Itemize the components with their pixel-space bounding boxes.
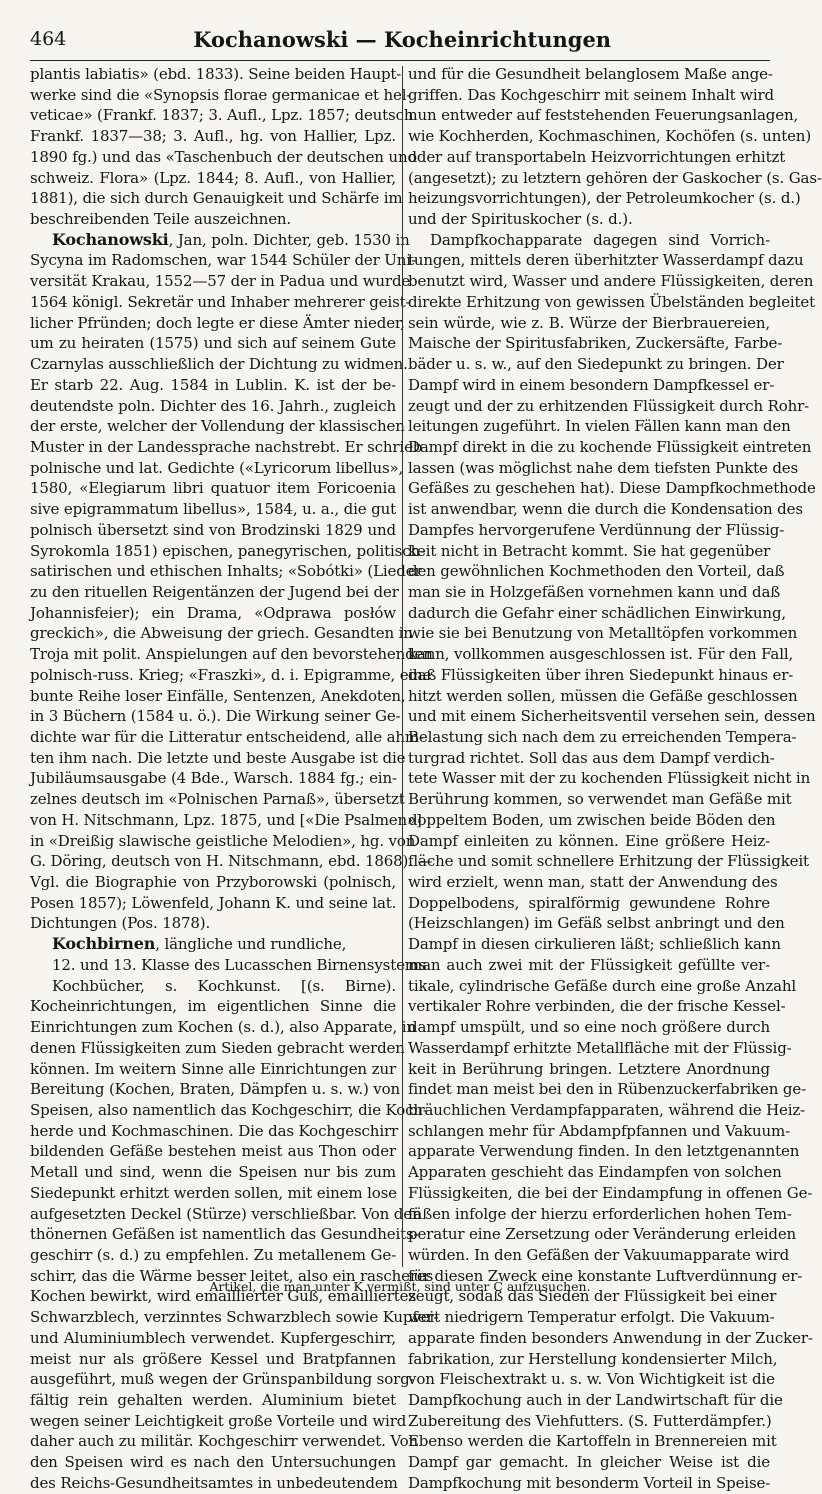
- text-line: Wasserdampf erhitzte Metallfläche mit der Flüssig-: [408, 1038, 792, 1057]
- entry-headword: Kochanowski: [52, 229, 169, 249]
- header-rule: [30, 60, 770, 61]
- text-line: wegen seiner Leichtigkeit große Vorteile und wird: [30, 1411, 407, 1430]
- text-line: sive epigrammatum libellus», 1584, u. a., die gut: [30, 500, 396, 519]
- text-line: dichte war für die Litteratur entscheidend, alle ahm-: [30, 728, 424, 746]
- text-line: dadurch die Gefahr einer schädlichen Einwirkung,: [408, 603, 787, 622]
- text-line: ist anwendbar, wenn die durch die Kondensation des: [408, 500, 803, 519]
- text-line: heizungsvorrichtungen), der Petroleumkocher (s. d.): [408, 189, 801, 208]
- text-line: Jubiläumsausgabe (4 Bde., Warsch. 1884 fg.; ein-: [30, 769, 397, 788]
- text-line: wird erzielt, wenn man, statt der Anwendung des: [408, 873, 778, 892]
- text-line: fäßen infolge der hierzu erforderlichen hohen Tem-: [408, 1204, 792, 1223]
- text-line: meist nur als größere Kessel und Bratpfannen: [30, 1349, 396, 1368]
- text-line: würden. In den Gefäßen der Vakuumapparate wird: [408, 1245, 790, 1264]
- text-line: Apparaten geschieht das Eindampfen von solchen: [408, 1163, 782, 1182]
- text-line: (angesetzt); zu letztern gehören der Gaskocher (s. Gas-: [408, 168, 822, 187]
- text-line: oder auf transportabeln Heizvorrichtungen erhitzt: [408, 147, 786, 166]
- text-line: versität Krakau, 1552—57 der in Padua und wurde: [30, 272, 411, 291]
- text-line: licher Pfründen; doch legte er diese Ämter nieder,: [30, 313, 405, 332]
- text-line: um zu heiraten (1575) und sich auf seinem Gute: [30, 334, 396, 353]
- text-line: Dampfes hervorgerufene Verdünnung der Flüssig-: [408, 520, 785, 539]
- text-line: tungen, mittels deren überhitzter Wasserdampf dazu: [408, 251, 804, 270]
- text-line: bildenden Gefäße bestehen meist aus Thon oder: [30, 1142, 396, 1161]
- text-line: Dampfkochung auch in der Landwirtschaft für die: [408, 1391, 783, 1409]
- text-line: Muster in der Landessprache nachstrebt. Er schrieb: [30, 437, 423, 456]
- text-line: Einrichtungen zum Kochen (s. d.), also Apparate, in: [30, 1018, 416, 1037]
- column-divider: [402, 66, 403, 1267]
- text-line: plantis labiatis» (ebd. 1833). Seine beiden Haupt-: [30, 65, 402, 83]
- text-line: Gefäßes zu geschehen hat). Diese Dampfkochmethode: [408, 479, 816, 498]
- text-line: den gewöhnlichen Kochmethoden den Vorteil, daß: [408, 562, 785, 581]
- text-line: 1580, «Elegiarum libri quatuor item Foricoenia: [30, 479, 396, 498]
- page-header: [30, 22, 770, 56]
- text-line: werke sind die «Synopsis florae germanicae et hel-: [30, 85, 412, 104]
- text-line: zeugt und der zu erhitzenden Flüssigkeit durch Rohr-: [408, 396, 810, 415]
- text-line: Troja mit polit. Anspielungen auf den bevorstehenden: [30, 645, 433, 664]
- text-line: von Fleischextrakt u. s. w. Von Wichtigkeit ist die: [408, 1370, 775, 1389]
- text-line: Kocheinrichtungen, im eigentlichen Sinne die: [30, 997, 396, 1016]
- text-line: daß Flüssigkeiten über ihren Siedepunkt hinaus er-: [408, 665, 794, 684]
- text-line: deutendste poln. Dichter des 16. Jahrh., zugleich: [30, 396, 396, 415]
- text-line: apparate Verwendung finden. In den letztgenannten: [408, 1142, 800, 1161]
- text-line: Posen 1857); Löwenfeld, Johann K. und seine lat.: [30, 893, 397, 912]
- text-line: 1890 fg.) und das «Taschenbuch der deutschen und: [30, 147, 417, 166]
- text-line: Maische der Spiritusfabriken, Zuckersäfte, Farbe-: [408, 334, 783, 353]
- text-line: Kochbirnen, längliche und rundliche,: [52, 934, 347, 954]
- text-line: G. Döring, deutsch von H. Nitschmann, ebd. 1868). —: [30, 852, 433, 871]
- text-line: Sycyna im Radomschen, war 1544 Schüler der Uni-: [30, 251, 416, 270]
- text-line: polnisch-russ. Krieg; «Fraszki», d. i. Epigramme, eine: [30, 665, 432, 684]
- text-line: ten ihm nach. Die letzte und beste Ausgabe ist die: [30, 748, 406, 767]
- text-line: und Aluminiumblech verwendet. Kupfergeschirr,: [30, 1328, 396, 1347]
- text-line: Dampf einleiten zu können. Eine größere Heiz-: [408, 831, 770, 850]
- text-line: denen Flüssigkeiten zum Sieden gebracht werden: [30, 1038, 405, 1057]
- text-line: wie sie bei Benutzung von Metalltöpfen vorkommen: [408, 624, 798, 643]
- text-line: und mit einem Sicherheitsventil versehen sein, dessen: [408, 707, 816, 726]
- text-line: findet man meist bei den in Rübenzuckerfabriken ge-: [408, 1080, 807, 1099]
- text-line: von H. Nitschmann, Lpz. 1875, und [«Die Psalmen»]: [30, 810, 422, 829]
- text-line: dampf umspült, und so eine noch größere durch: [408, 1018, 770, 1037]
- text-line: bäder u. s. w., auf den Siedepunkt zu bringen. Der: [408, 355, 784, 374]
- text-line: für diesen Zweck eine konstante Luftverdünnung er-: [408, 1266, 803, 1285]
- text-line: und der Spirituskocher (s. d.).: [408, 210, 633, 229]
- text-line: herde und Kochmaschinen. Die das Kochgeschirr: [30, 1121, 399, 1140]
- text-line: des Reichs-Gesundheitsamtes in unbedeutendem: [30, 1473, 398, 1492]
- text-line: fläche und somit schnellere Erhitzung der Flüssigkeit: [408, 852, 809, 871]
- text-line: Dampf direkt in die zu kochende Flüssigkeit eintreten: [408, 437, 812, 456]
- text-line: man sie in Holzgefäßen vornehmen kann und daß: [408, 582, 781, 601]
- text-line: Belastung sich nach dem zu erreichenden Tempera-: [408, 728, 797, 746]
- text-line: daher auch zu militär. Kochgeschirr verwendet. Von: [30, 1432, 419, 1451]
- text-line: Kochen bewirkt, wird emaillierter Guß, emailliertes: [30, 1287, 416, 1306]
- text-line: können. Im weitern Sinne alle Einrichtungen zur: [30, 1059, 396, 1078]
- text-line: schlangen mehr für Abdampfpfannen und Vakuum-: [408, 1121, 791, 1140]
- text-line: peratur eine Zersetzung oder Veränderung erleiden: [408, 1225, 797, 1244]
- text-line: Vgl. die Biographie von Przyborowski (polnisch,: [30, 873, 396, 892]
- text-line: Schwarzblech, verzinntes Schwarzblech sowie Kupfer-: [30, 1308, 439, 1327]
- text-line: geschirr (s. d.) zu empfehlen. Zu metallenem Ge-: [30, 1245, 396, 1264]
- text-line: Johannisfeier); ein Drama, «Odprawa posłów: [30, 603, 396, 622]
- footer-note: Artikel, die man unter K vermißt, sind unter C aufzusuchen.: [209, 1279, 591, 1294]
- text-line: 1564 königl. Sekretär und Inhaber mehrerer geist-: [30, 292, 411, 311]
- text-line: polnisch übersetzt sind von Brodzinski 1829 und: [30, 520, 396, 539]
- text-line: apparate finden besonders Anwendung in der Zucker-: [408, 1328, 813, 1347]
- text-line: Dampf wird in einem besondern Dampfkessel er-: [408, 375, 775, 394]
- text-line: Bereitung (Kochen, Braten, Dämpfen u. s. w.) von: [30, 1080, 401, 1099]
- text-line: turgrad richtet. Soll das aus dem Dampf verdich-: [408, 748, 775, 767]
- text-line: keit in Berührung bringen. Letztere Anordnung: [408, 1059, 770, 1078]
- text-line: kann, vollkommen ausgeschlossen ist. Für den Fall,: [408, 645, 794, 664]
- text-line: Metall und sind, wenn die Speisen nur bis zum: [30, 1163, 396, 1182]
- text-line: Syrokomla 1851) epischen, panegyrischen, politisch-: [30, 541, 425, 560]
- text-line: (Heizschlangen) im Gefäß selbst anbringt und den: [408, 914, 785, 933]
- text-line: den Speisen wird es nach den Untersuchungen: [30, 1453, 396, 1472]
- text-line: bräuchlichen Verdampfapparaten, während die Heiz-: [408, 1100, 806, 1119]
- text-line: tikale, cylindrische Gefäße durch eine große Anzahl: [408, 976, 797, 995]
- text-line: Dichtungen (Pos. 1878).: [30, 914, 211, 933]
- text-line: sein würde, wie z. B. Würze der Bierbrauereien,: [408, 313, 770, 332]
- text-line: Ebenso werden die Kartoffeln in Brennereien mit: [408, 1432, 777, 1451]
- text-line: benutzt wird, Wasser und andere Flüssigkeiten, deren: [408, 272, 814, 291]
- text-line: Speisen, also namentlich das Kochgeschirr, die Koch-: [30, 1100, 428, 1119]
- text-line: der erste, welcher der Vollendung der klassischen: [30, 417, 405, 436]
- right-column: [408, 64, 822, 1492]
- text-line: zu den rituellen Reigentänzen der Jugend bei der: [30, 582, 399, 601]
- running-title: Kochanowski — Kocheinrichtungen: [193, 26, 612, 52]
- text-line: fältig rein gehalten werden. Aluminium bietet: [30, 1391, 396, 1409]
- text-line: hitzt werden sollen, müssen die Gefäße geschlossen: [408, 686, 798, 705]
- text-line: Kochanowski, Jan, poln. Dichter, geb. 1530 in: [52, 229, 410, 249]
- text-line: schweiz. Flora» (Lpz. 1844; 8. Aufl., von Hallier,: [30, 168, 396, 187]
- text-line: thönernen Gefäßen ist namentlich das Gesundheits-: [30, 1225, 419, 1244]
- text-line: in 3 Büchern (1584 u. ö.). Die Wirkung seiner Ge-: [30, 707, 401, 726]
- text-line: griffen. Das Kochgeschirr mit seinem Inhalt wird: [408, 85, 774, 104]
- text-line: schirr, das die Wärme besser leitet, also ein rascheres: [30, 1266, 434, 1285]
- text-line: lassen (was möglichst nahe dem tiefsten Punkte des: [408, 458, 799, 477]
- text-line: beschreibenden Teile auszeichnen.: [30, 210, 292, 229]
- text-line: doppeltem Boden, um zwischen beide Böden den: [408, 810, 776, 829]
- text-line: Siedepunkt erhitzt werden sollen, mit einem lose: [30, 1183, 397, 1202]
- text-line: 12. und 13. Klasse des Lucasschen Birnensystems: [52, 955, 427, 974]
- page-number: 464: [30, 28, 67, 50]
- text-line: nun entweder auf feststehenden Feuerungsanlagen,: [408, 106, 799, 125]
- text-line: Zubereitung des Viehfutters. (S. Futterdämpfer.): [408, 1411, 772, 1430]
- text-line: vertikaler Rohre verbinden, die der frische Kessel-: [408, 997, 786, 1016]
- text-line: leitungen zugeführt. In vielen Fällen kann man den: [408, 417, 791, 436]
- text-line: keit nicht in Betracht kommt. Sie hat gegenüber: [408, 541, 771, 560]
- text-line: Flüssigkeiten, die bei der Eindampfung in offenen Ge-: [408, 1183, 813, 1202]
- text-line: Dampf in diesen cirkulieren läßt; schließlich kann: [408, 935, 781, 954]
- text-line: direkte Erhitzung von gewissen Übelständen begleitet: [408, 292, 816, 311]
- text-line: Berührung kommen, so verwendet man Gefäße mit: [408, 790, 792, 809]
- text-line: und für die Gesundheit belanglosem Maße ange-: [408, 65, 773, 83]
- text-line: Dampf gar gemacht. In gleicher Weise ist die: [408, 1453, 770, 1472]
- text-line: tete Wasser mit der zu kochenden Flüssigkeit nicht in: [408, 769, 811, 788]
- text-line: ausgeführt, muß wegen der Grünspanbildung sorg-: [30, 1370, 415, 1389]
- text-line: veticae» (Frankf. 1837; 3. Aufl., Lpz. 1857; deutsch: [30, 106, 414, 125]
- text-line: Er starb 22. Aug. 1584 in Lublin. K. ist der be-: [30, 375, 396, 394]
- text-line: Dampfkochung mit besonderm Vorteil in Speise-: [408, 1473, 771, 1492]
- text-line: satirischen und ethischen Inhalts; «Sobótki» (Lieder: [30, 562, 422, 581]
- entry-headword: Kochbirnen: [52, 934, 156, 954]
- text-line: Czarnylas ausschließlich der Dichtung zu widmen.: [30, 355, 408, 374]
- text-line: man auch zwei mit der Flüssigkeit gefüllte ver-: [408, 955, 770, 974]
- text-line: aufgesetzten Deckel (Stürze) verschließbar. Von den: [30, 1204, 422, 1223]
- text-line: Kochbücher, s. Kochkunst. [(s. Birne).: [52, 976, 396, 995]
- text-line: Dampfkochapparate dagegen sind Vorrich-: [430, 230, 770, 249]
- text-line: Doppelbodens, spiralförmig gewundene Rohre: [408, 893, 770, 912]
- text-line: wie Kochherden, Kochmaschinen, Kochöfen (s. unten): [408, 127, 812, 146]
- text-line: zeugt, sodaß das Sieden der Flüssigkeit bei einer: [408, 1287, 777, 1306]
- text-line: zelnes deutsch im «Polnischen Parnaß», übersetzt: [30, 790, 405, 809]
- text-line: fabrikation, zur Herstellung kondensierter Milch,: [408, 1349, 778, 1368]
- text-line: polnische und lat. Gedichte («Lyricorum libellus»,: [30, 458, 404, 477]
- text-line: Frankf. 1837—38; 3. Aufl., hg. von Hallier, Lpz.: [30, 127, 396, 146]
- text-line: bunte Reihe loser Einfälle, Sentenzen, Anekdoten,: [30, 686, 406, 705]
- text-line: in «Dreißig slawische geistliche Melodien», hg. von: [30, 831, 416, 850]
- text-line: greckich», die Abweisung der griech. Gesandten in: [30, 624, 413, 643]
- text-line: weit niedrigern Temperatur erfolgt. Die Vakuum-: [408, 1308, 775, 1327]
- text-line: 1881), die sich durch Genauigkeit und Schärfe im: [30, 189, 403, 208]
